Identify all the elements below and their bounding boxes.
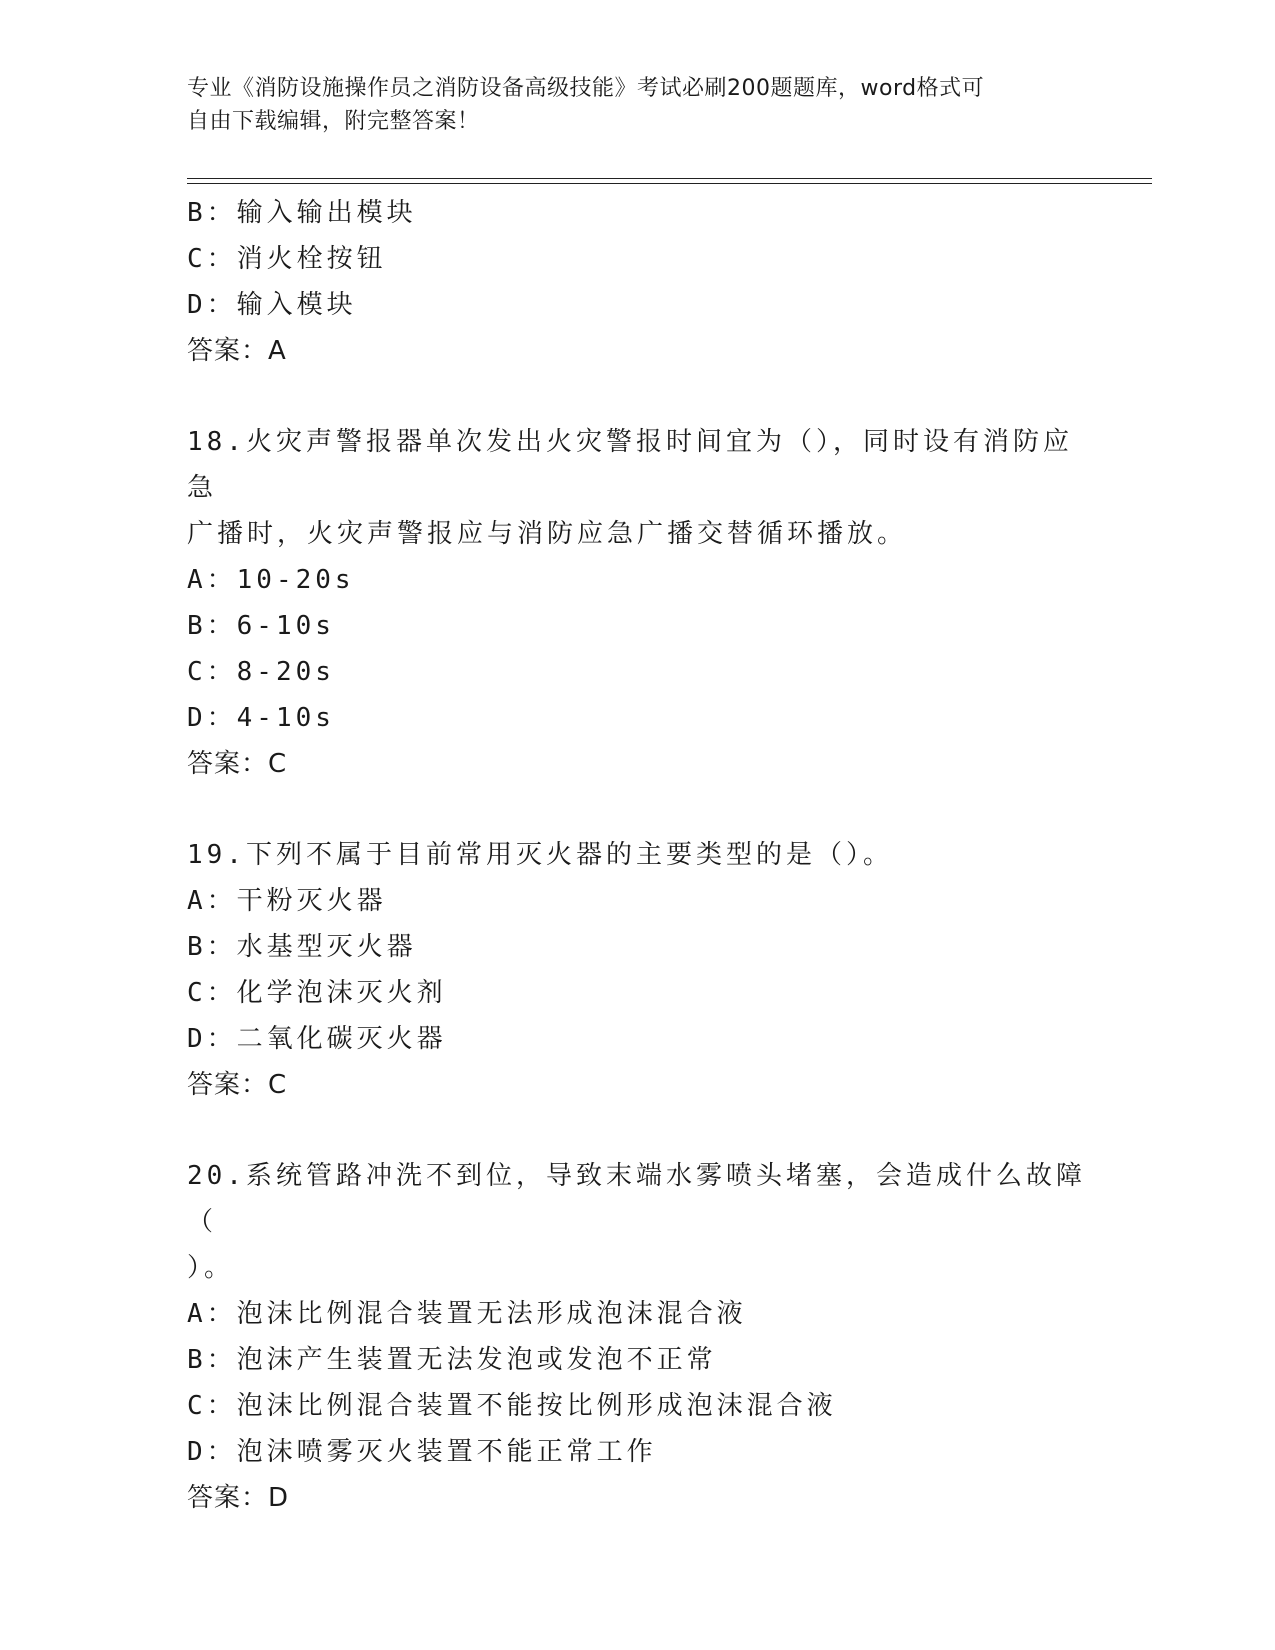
option-d: D：泡沫喷雾灭火装置不能正常工作 [187,1437,657,1467]
option-d: D：二氧化碳灭火器 [187,1024,447,1054]
option-c: C：泡沫比例混合装置不能按比例形成泡沫混合液 [187,1391,837,1421]
option-c: C：消火栓按钮 [187,244,387,274]
header-line-2: 自由下载编辑，附完整答案！ [187,109,480,134]
question-18 [187,419,1087,787]
option-a: A：10-20s [187,565,355,595]
answer: 答案：D [187,1483,290,1513]
option-b: B：输入输出模块 [187,198,417,228]
document-header [187,72,1067,138]
question-stem-line-1: 18.火灾声警报器单次发出火灾警报时间宜为（），同时设有消防应急 [187,427,1073,503]
question-stem-line-1: 19.下列不属于目前常用灭火器的主要类型的是（）。 [187,840,893,870]
option-d: D：输入模块 [187,290,357,320]
answer: 答案：C [187,1070,288,1100]
question-19 [187,832,1087,1108]
question-stem-line-1: 20.系统管路冲洗不到位，导致末端水雾喷头堵塞，会造成什么故障（ [187,1161,1086,1237]
question-stem-line-2: 广播时，火灾声警报应与消防应急广播交替循环播放。 [187,519,908,549]
option-c: C：化学泡沫灭火剂 [187,978,447,1008]
option-b: B：水基型灭火器 [187,932,417,962]
question-17-continued [187,190,1087,374]
answer: 答案：A [187,336,287,366]
header-line-1: 专业《消防设施操作员之消防设备高级技能》考试必刷200题题库，word格式可 [187,76,985,101]
option-c: C：8-20s [187,657,335,687]
question-list [187,190,1087,1521]
question-stem-line-2: ）。 [187,1253,235,1283]
option-b: B：泡沫产生装置无法发泡或发泡不正常 [187,1345,717,1375]
option-b: B：6-10s [187,611,335,641]
answer: 答案：C [187,749,288,779]
option-d: D：4-10s [187,703,335,733]
option-a: A：干粉灭火器 [187,886,387,916]
question-20 [187,1153,1087,1521]
header-divider [187,178,1152,184]
option-a: A：泡沫比例混合装置无法形成泡沫混合液 [187,1299,747,1329]
